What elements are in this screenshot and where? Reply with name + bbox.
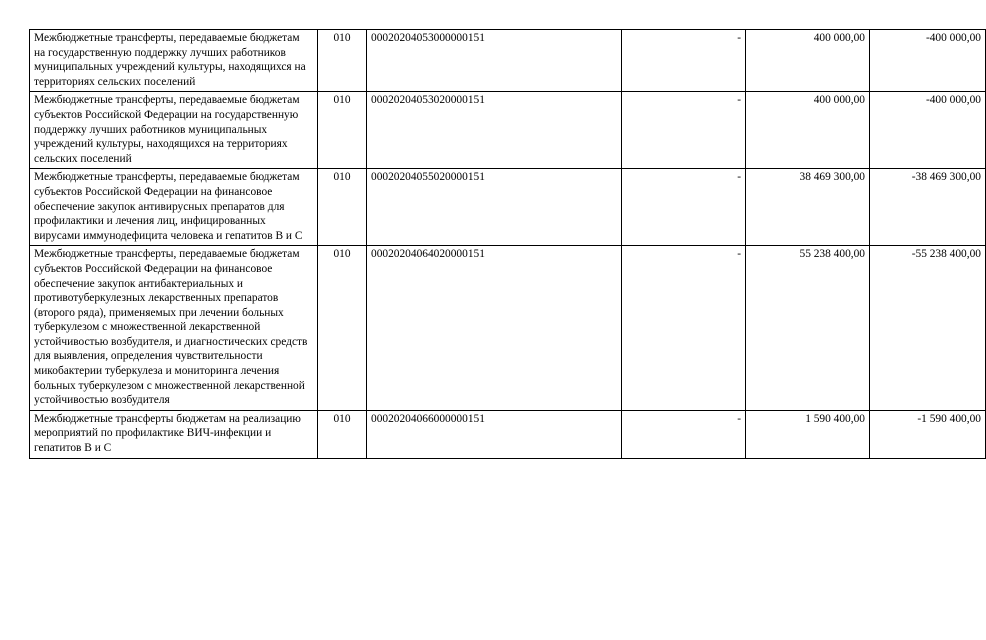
executed-amount-cell: 400 000,00 [746, 30, 870, 92]
budget-classification-code-cell: 00020204053020000151 [367, 92, 622, 169]
table-row [30, 30, 986, 92]
approved-amount-cell: - [622, 410, 746, 458]
approved-amount-cell: - [622, 246, 746, 411]
remaining-amount-cell: -38 469 300,00 [870, 169, 986, 246]
remaining-amount-cell: -400 000,00 [870, 92, 986, 169]
line-code-cell: 010 [318, 92, 367, 169]
line-code-cell: 010 [318, 246, 367, 411]
executed-amount-cell: 55 238 400,00 [746, 246, 870, 411]
budget-income-table [29, 29, 986, 459]
line-code-cell: 010 [318, 169, 367, 246]
approved-amount-cell: - [622, 169, 746, 246]
approved-amount-cell: - [622, 30, 746, 92]
remaining-amount-cell: -1 590 400,00 [870, 410, 986, 458]
remaining-amount-cell: -55 238 400,00 [870, 246, 986, 411]
budget-classification-code-cell: 00020204064020000151 [367, 246, 622, 411]
line-code-cell: 010 [318, 30, 367, 92]
remaining-amount-cell: -400 000,00 [870, 30, 986, 92]
budget-classification-code-cell: 00020204055020000151 [367, 169, 622, 246]
budget-classification-code-cell: 00020204053000000151 [367, 30, 622, 92]
table-row [30, 246, 986, 411]
budget-classification-code-cell: 00020204066000000151 [367, 410, 622, 458]
executed-amount-cell: 1 590 400,00 [746, 410, 870, 458]
table-row [30, 169, 986, 246]
approved-amount-cell: - [622, 92, 746, 169]
income-name-cell: Межбюджетные трансферты, передаваемые бюджетам субъектов Российской Федерации на финансовое обеспечение закупок антибактериальных и противотуберкулезных лекарственных препаратов (второго ряда), применяемых при лечении больных туберкулезом с множественной лекарственной устойчивостью возбудителя, и диагностических средств для выявления, определения чувствительности микобактерии туберкулеза и мониторинга лечения больных туберкулезом с множественной лекарственной устойчивостью возбудителя [30, 246, 318, 411]
executed-amount-cell: 400 000,00 [746, 92, 870, 169]
income-name-cell: Межбюджетные трансферты, передаваемые бюджетам на государственную поддержку лучших работников муниципальных учреждений культуры, находящихся на территориях сельских поселений [30, 30, 318, 92]
table-row [30, 92, 986, 169]
executed-amount-cell: 38 469 300,00 [746, 169, 870, 246]
line-code-cell: 010 [318, 410, 367, 458]
budget-report-page [29, 29, 981, 459]
income-name-cell: Межбюджетные трансферты, передаваемые бюджетам субъектов Российской Федерации на государственную поддержку лучших работников муниципальных учреждений культуры, находящихся на территориях сельских поселений [30, 92, 318, 169]
table-row [30, 410, 986, 458]
income-name-cell: Межбюджетные трансферты бюджетам на реализацию мероприятий по профилактике ВИЧ-инфекции и гепатитов В и С [30, 410, 318, 458]
income-name-cell: Межбюджетные трансферты, передаваемые бюджетам субъектов Российской Федерации на финансовое обеспечение закупок антивирусных препаратов для профилактики и лечения лиц, инфицированных вирусами иммунодефицита человека и гепатитов В и С [30, 169, 318, 246]
